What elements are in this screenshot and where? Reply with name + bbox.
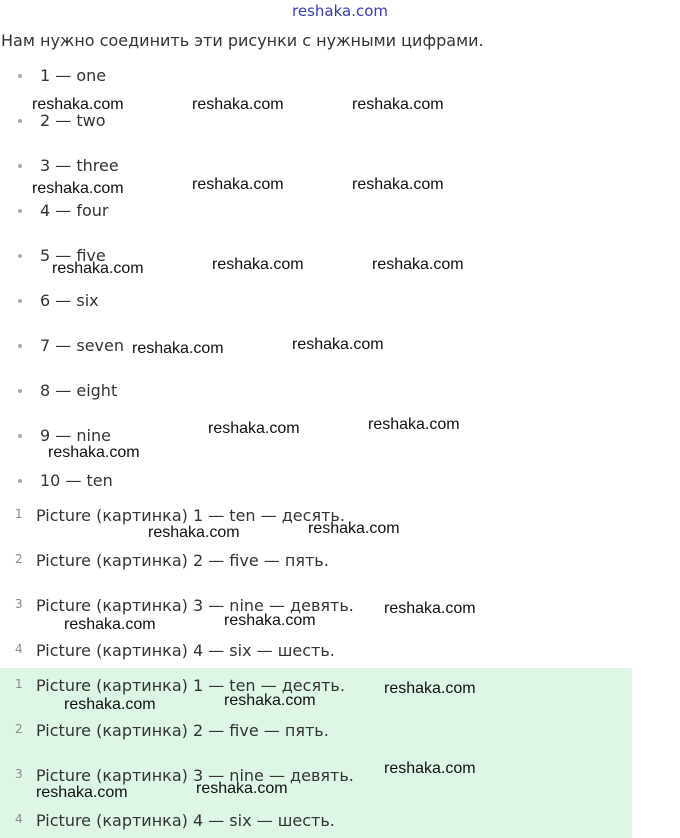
answer-number: 2 <box>15 552 23 566</box>
answer-text: Picture (картинка) 3 — nine — девять. <box>36 766 354 785</box>
answer-number: 1 <box>15 507 23 521</box>
answer-number: 3 <box>15 597 23 611</box>
watermark: reshaka.com <box>224 612 316 629</box>
watermark: reshaka.com <box>148 524 240 541</box>
bullet-icon <box>18 299 22 303</box>
watermark: reshaka.com <box>64 616 156 633</box>
watermark: reshaka.com <box>352 176 444 193</box>
watermark: reshaka.com <box>32 180 124 197</box>
watermark: reshaka.com <box>384 600 476 617</box>
answer-text: Picture (картинка) 1 — ten — десять. <box>36 506 345 525</box>
watermark: reshaka.com <box>372 256 464 273</box>
answer-text: Picture (картинка) 3 — nine — девять. <box>36 596 354 615</box>
answer-text: Picture (картинка) 4 — six — шесть. <box>36 811 335 830</box>
watermark: reshaka.com <box>384 680 476 697</box>
bullet-icon <box>18 74 22 78</box>
bullet-icon <box>18 479 22 483</box>
answer-number: 4 <box>15 812 23 826</box>
bullet-icon <box>18 344 22 348</box>
watermark: reshaka.com <box>352 96 444 113</box>
watermark: reshaka.com <box>36 784 128 801</box>
watermark: reshaka.com <box>292 336 384 353</box>
watermark: reshaka.com <box>224 692 316 709</box>
answer-number: 1 <box>15 677 23 691</box>
bullet-icon <box>18 119 22 123</box>
bullet-icon <box>18 389 22 393</box>
bullet-icon <box>18 209 22 213</box>
watermark: reshaka.com <box>208 420 300 437</box>
watermark: reshaka.com <box>64 696 156 713</box>
watermark: reshaka.com <box>52 260 144 277</box>
answer-number: 4 <box>15 642 23 656</box>
answer-number: 3 <box>15 767 23 781</box>
site-header-link[interactable]: reshaka.com <box>292 2 388 20</box>
watermark: reshaka.com <box>384 760 476 777</box>
watermark: reshaka.com <box>192 96 284 113</box>
bullet-icon <box>18 434 22 438</box>
watermark: reshaka.com <box>368 416 460 433</box>
watermark: reshaka.com <box>48 444 140 461</box>
watermark: reshaka.com <box>196 780 288 797</box>
answer-text: Picture (картинка) 1 — ten — десять. <box>36 676 345 695</box>
watermark: reshaka.com <box>308 520 400 537</box>
watermark: reshaka.com <box>192 176 284 193</box>
watermark: reshaka.com <box>132 340 224 357</box>
answer-text: Picture (картинка) 4 — six — шесть. <box>36 641 335 660</box>
watermark: reshaka.com <box>212 256 304 273</box>
bullet-icon <box>18 254 22 258</box>
answer-number: 2 <box>15 722 23 736</box>
answer-text: Picture (картинка) 2 — five — пять. <box>36 551 329 570</box>
intro-text: Нам нужно соединить эти рисунки с нужными цифрами. <box>1 31 484 50</box>
answer-text: Picture (картинка) 2 — five — пять. <box>36 721 329 740</box>
watermark: reshaka.com <box>32 96 124 113</box>
bullet-icon <box>18 164 22 168</box>
